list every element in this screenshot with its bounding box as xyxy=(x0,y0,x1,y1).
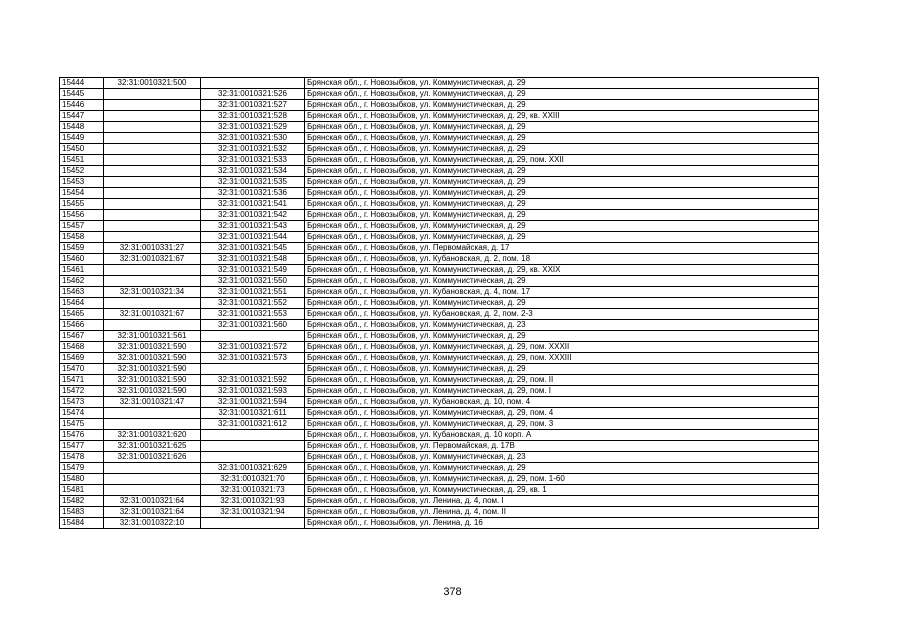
row-number-cell: 15454 xyxy=(60,188,104,199)
table-row xyxy=(60,155,819,166)
table-row xyxy=(60,309,819,320)
address-cell: Брянская обл., г. Новозыбков, ул. Коммунистическая, д. 29 xyxy=(305,177,819,188)
table-row xyxy=(60,144,819,155)
row-number-cell: 15452 xyxy=(60,166,104,177)
cadastral-number-cell xyxy=(104,485,201,496)
table-row xyxy=(60,320,819,331)
table-row xyxy=(60,408,819,419)
related-cadastral-number-cell: 32:31:0010321:542 xyxy=(201,210,305,221)
cadastral-number-cell: 32:31:0010321:626 xyxy=(104,452,201,463)
table-row xyxy=(60,463,819,474)
row-number-cell: 15479 xyxy=(60,463,104,474)
address-cell: Брянская обл., г. Новозыбков, ул. Коммунистическая, д. 29, кв. 1 xyxy=(305,485,819,496)
related-cadastral-number-cell: 32:31:0010321:611 xyxy=(201,408,305,419)
row-number-cell: 15460 xyxy=(60,254,104,265)
related-cadastral-number-cell: 32:31:0010321:70 xyxy=(201,474,305,485)
cadastral-number-cell xyxy=(104,122,201,133)
address-cell: Брянская обл., г. Новозыбков, ул. Коммунистическая, д. 29 xyxy=(305,100,819,111)
row-number-cell: 15462 xyxy=(60,276,104,287)
related-cadastral-number-cell: 32:31:0010321:543 xyxy=(201,221,305,232)
related-cadastral-number-cell: 32:31:0010321:528 xyxy=(201,111,305,122)
table-row xyxy=(60,386,819,397)
row-number-cell: 15480 xyxy=(60,474,104,485)
table-row xyxy=(60,364,819,375)
row-number-cell: 15469 xyxy=(60,353,104,364)
address-cell: Брянская обл., г. Новозыбков, ул. Кубановская, д. 10 корп. А xyxy=(305,430,819,441)
cadastral-number-cell: 32:31:0010321:620 xyxy=(104,430,201,441)
address-cell: Брянская обл., г. Новозыбков, ул. Коммунистическая, д. 23 xyxy=(305,452,819,463)
address-cell: Брянская обл., г. Новозыбков, ул. Коммунистическая, д. 23 xyxy=(305,320,819,331)
row-number-cell: 15459 xyxy=(60,243,104,254)
cadastral-number-cell xyxy=(104,89,201,100)
address-cell: Брянская обл., г. Новозыбков, ул. Коммунистическая, д. 29 xyxy=(305,210,819,221)
table-row xyxy=(60,78,819,89)
table-row xyxy=(60,474,819,485)
related-cadastral-number-cell: 32:31:0010321:530 xyxy=(201,133,305,144)
row-number-cell: 15472 xyxy=(60,386,104,397)
related-cadastral-number-cell: 32:31:0010321:535 xyxy=(201,177,305,188)
row-number-cell: 15482 xyxy=(60,496,104,507)
table-row xyxy=(60,496,819,507)
row-number-cell: 15461 xyxy=(60,265,104,276)
cadastral-number-cell: 32:31:0010321:34 xyxy=(104,287,201,298)
row-number-cell: 15455 xyxy=(60,199,104,210)
address-cell: Брянская обл., г. Новозыбков, ул. Коммунистическая, д. 29 xyxy=(305,89,819,100)
related-cadastral-number-cell: 32:31:0010321:560 xyxy=(201,320,305,331)
cadastral-number-cell: 32:31:0010321:500 xyxy=(104,78,201,89)
address-cell: Брянская обл., г. Новозыбков, ул. Коммунистическая, д. 29 xyxy=(305,199,819,210)
related-cadastral-number-cell: 32:31:0010321:93 xyxy=(201,496,305,507)
row-number-cell: 15466 xyxy=(60,320,104,331)
related-cadastral-number-cell: 32:31:0010321:553 xyxy=(201,309,305,320)
table-row xyxy=(60,441,819,452)
cadastral-number-cell: 32:31:0010321:64 xyxy=(104,496,201,507)
table-row xyxy=(60,111,819,122)
address-cell: Брянская обл., г. Новозыбков, ул. Коммунистическая, д. 29, пом. I xyxy=(305,386,819,397)
related-cadastral-number-cell: 32:31:0010321:573 xyxy=(201,353,305,364)
related-cadastral-number-cell xyxy=(201,441,305,452)
table-row xyxy=(60,507,819,518)
cadastral-number-cell xyxy=(104,188,201,199)
cadastral-number-cell: 32:31:0010321:64 xyxy=(104,507,201,518)
row-number-cell: 15453 xyxy=(60,177,104,188)
address-cell: Брянская обл., г. Новозыбков, ул. Коммунистическая, д. 29, пом. XXXIII xyxy=(305,353,819,364)
table-row xyxy=(60,199,819,210)
address-cell: Брянская обл., г. Новозыбков, ул. Кубановская, д. 2, пом. 2-3 xyxy=(305,309,819,320)
address-cell: Брянская обл., г. Новозыбков, ул. Коммунистическая, д. 29 xyxy=(305,166,819,177)
cadastral-number-cell: 32:31:0010322:10 xyxy=(104,518,201,529)
related-cadastral-number-cell xyxy=(201,452,305,463)
table-row xyxy=(60,331,819,342)
cadastral-number-cell xyxy=(104,100,201,111)
address-cell: Брянская обл., г. Новозыбков, ул. Коммунистическая, д. 29, пом. II xyxy=(305,375,819,386)
related-cadastral-number-cell: 32:31:0010321:529 xyxy=(201,122,305,133)
row-number-cell: 15470 xyxy=(60,364,104,375)
table-row xyxy=(60,188,819,199)
row-number-cell: 15448 xyxy=(60,122,104,133)
table-row xyxy=(60,518,819,529)
cadastral-number-cell xyxy=(104,320,201,331)
row-number-cell: 15450 xyxy=(60,144,104,155)
table-row xyxy=(60,232,819,243)
address-cell: Брянская обл., г. Новозыбков, ул. Коммунистическая, д. 29, пом. 1-60 xyxy=(305,474,819,485)
table-row xyxy=(60,452,819,463)
related-cadastral-number-cell: 32:31:0010321:94 xyxy=(201,507,305,518)
related-cadastral-number-cell: 32:31:0010321:549 xyxy=(201,265,305,276)
row-number-cell: 15476 xyxy=(60,430,104,441)
row-number-cell: 15465 xyxy=(60,309,104,320)
cadastral-number-cell xyxy=(104,155,201,166)
related-cadastral-number-cell xyxy=(201,430,305,441)
address-cell: Брянская обл., г. Новозыбков, ул. Коммунистическая, д. 29 xyxy=(305,463,819,474)
row-number-cell: 15464 xyxy=(60,298,104,309)
cadastral-number-cell xyxy=(104,474,201,485)
table-row xyxy=(60,210,819,221)
related-cadastral-number-cell: 32:31:0010321:612 xyxy=(201,419,305,430)
row-number-cell: 15468 xyxy=(60,342,104,353)
row-number-cell: 15444 xyxy=(60,78,104,89)
related-cadastral-number-cell: 32:31:0010321:592 xyxy=(201,375,305,386)
cadastral-number-cell: 32:31:0010321:47 xyxy=(104,397,201,408)
cadastral-number-cell xyxy=(104,232,201,243)
table-row xyxy=(60,342,819,353)
cadastral-number-cell xyxy=(104,210,201,221)
cadastral-number-cell xyxy=(104,166,201,177)
related-cadastral-number-cell: 32:31:0010321:533 xyxy=(201,155,305,166)
row-number-cell: 15471 xyxy=(60,375,104,386)
page-number: 378 xyxy=(443,586,462,598)
row-number-cell: 15484 xyxy=(60,518,104,529)
cadastral-number-cell: 32:31:0010321:590 xyxy=(104,375,201,386)
table-row xyxy=(60,166,819,177)
related-cadastral-number-cell xyxy=(201,364,305,375)
related-cadastral-number-cell: 32:31:0010321:534 xyxy=(201,166,305,177)
address-cell: Брянская обл., г. Новозыбков, ул. Первомайская, д. 17В xyxy=(305,441,819,452)
address-cell: Брянская обл., г. Новозыбков, ул. Кубановская, д. 10, пом. 4 xyxy=(305,397,819,408)
related-cadastral-number-cell: 32:31:0010321:551 xyxy=(201,287,305,298)
related-cadastral-number-cell: 32:31:0010321:536 xyxy=(201,188,305,199)
address-cell: Брянская обл., г. Новозыбков, ул. Кубановская, д. 4, пом. 17 xyxy=(305,287,819,298)
row-number-cell: 15474 xyxy=(60,408,104,419)
related-cadastral-number-cell: 32:31:0010321:629 xyxy=(201,463,305,474)
address-cell: Брянская обл., г. Новозыбков, ул. Коммунистическая, д. 29 xyxy=(305,122,819,133)
table-row xyxy=(60,89,819,100)
table-row xyxy=(60,133,819,144)
address-cell: Брянская обл., г. Новозыбков, ул. Коммунистическая, д. 29, кв. XXIII xyxy=(305,111,819,122)
row-number-cell: 15477 xyxy=(60,441,104,452)
table-row xyxy=(60,430,819,441)
address-cell: Брянская обл., г. Новозыбков, ул. Первомайская, д. 17 xyxy=(305,243,819,254)
table-row xyxy=(60,397,819,408)
related-cadastral-number-cell: 32:31:0010321:532 xyxy=(201,144,305,155)
cadastral-number-cell xyxy=(104,265,201,276)
row-number-cell: 15475 xyxy=(60,419,104,430)
table-row xyxy=(60,221,819,232)
address-cell: Брянская обл., г. Новозыбков, ул. Ленина, д. 4, пом. II xyxy=(305,507,819,518)
related-cadastral-number-cell: 32:31:0010321:541 xyxy=(201,199,305,210)
table-row xyxy=(60,276,819,287)
related-cadastral-number-cell: 32:31:0010321:544 xyxy=(201,232,305,243)
address-cell: Брянская обл., г. Новозыбков, ул. Коммунистическая, д. 29 xyxy=(305,144,819,155)
address-cell: Брянская обл., г. Новозыбков, ул. Кубановская, д. 2, пом. 18 xyxy=(305,254,819,265)
related-cadastral-number-cell: 32:31:0010321:572 xyxy=(201,342,305,353)
address-cell: Брянская обл., г. Новозыбков, ул. Коммунистическая, д. 29 xyxy=(305,133,819,144)
table-row xyxy=(60,177,819,188)
row-number-cell: 15483 xyxy=(60,507,104,518)
cadastral-number-cell xyxy=(104,408,201,419)
address-cell: Брянская обл., г. Новозыбков, ул. Коммунистическая, д. 29, пом. 4 xyxy=(305,408,819,419)
table-row xyxy=(60,375,819,386)
table-row xyxy=(60,100,819,111)
address-cell: Брянская обл., г. Новозыбков, ул. Ленина, д. 16 xyxy=(305,518,819,529)
row-number-cell: 15481 xyxy=(60,485,104,496)
address-cell: Брянская обл., г. Новозыбков, ул. Коммунистическая, д. 29, кв. XXIX xyxy=(305,265,819,276)
cadastral-number-cell xyxy=(104,463,201,474)
table-row xyxy=(60,419,819,430)
row-number-cell: 15478 xyxy=(60,452,104,463)
address-cell: Брянская обл., г. Новозыбков, ул. Коммунистическая, д. 29, пом. XXXII xyxy=(305,342,819,353)
related-cadastral-number-cell xyxy=(201,518,305,529)
cadastral-number-cell xyxy=(104,199,201,210)
related-cadastral-number-cell: 32:31:0010321:594 xyxy=(201,397,305,408)
cadastral-number-cell xyxy=(104,133,201,144)
cadastral-number-cell: 32:31:0010321:67 xyxy=(104,309,201,320)
related-cadastral-number-cell: 32:31:0010321:545 xyxy=(201,243,305,254)
address-cell: Брянская обл., г. Новозыбков, ул. Коммунистическая, д. 29 xyxy=(305,331,819,342)
address-cell: Брянская обл., г. Новозыбков, ул. Коммунистическая, д. 29 xyxy=(305,298,819,309)
cadastral-number-cell: 32:31:0010331:27 xyxy=(104,243,201,254)
table-row xyxy=(60,122,819,133)
row-number-cell: 15457 xyxy=(60,221,104,232)
registry-table-body xyxy=(60,78,819,529)
address-cell: Брянская обл., г. Новозыбков, ул. Коммунистическая, д. 29 xyxy=(305,188,819,199)
table-row xyxy=(60,287,819,298)
table-row xyxy=(60,254,819,265)
row-number-cell: 15445 xyxy=(60,89,104,100)
cadastral-number-cell xyxy=(104,111,201,122)
cadastral-number-cell xyxy=(104,276,201,287)
related-cadastral-number-cell: 32:31:0010321:550 xyxy=(201,276,305,287)
table-row xyxy=(60,265,819,276)
related-cadastral-number-cell: 32:31:0010321:548 xyxy=(201,254,305,265)
address-cell: Брянская обл., г. Новозыбков, ул. Коммунистическая, д. 29 xyxy=(305,276,819,287)
row-number-cell: 15463 xyxy=(60,287,104,298)
address-cell: Брянская обл., г. Новозыбков, ул. Коммунистическая, д. 29, пом. XXII xyxy=(305,155,819,166)
table-row xyxy=(60,485,819,496)
cadastral-number-cell xyxy=(104,298,201,309)
row-number-cell: 15446 xyxy=(60,100,104,111)
cadastral-number-cell: 32:31:0010321:590 xyxy=(104,353,201,364)
row-number-cell: 15449 xyxy=(60,133,104,144)
address-cell: Брянская обл., г. Новозыбков, ул. Коммунистическая, д. 29 xyxy=(305,221,819,232)
related-cadastral-number-cell xyxy=(201,331,305,342)
cadastral-registry-table xyxy=(59,77,819,529)
related-cadastral-number-cell: 32:31:0010321:593 xyxy=(201,386,305,397)
cadastral-number-cell: 32:31:0010321:625 xyxy=(104,441,201,452)
row-number-cell: 15456 xyxy=(60,210,104,221)
related-cadastral-number-cell: 32:31:0010321:552 xyxy=(201,298,305,309)
cadastral-number-cell xyxy=(104,144,201,155)
table-row xyxy=(60,298,819,309)
cadastral-number-cell xyxy=(104,221,201,232)
related-cadastral-number-cell: 32:31:0010321:73 xyxy=(201,485,305,496)
row-number-cell: 15467 xyxy=(60,331,104,342)
row-number-cell: 15473 xyxy=(60,397,104,408)
cadastral-number-cell: 32:31:0010321:67 xyxy=(104,254,201,265)
address-cell: Брянская обл., г. Новозыбков, ул. Коммунистическая, д. 29 xyxy=(305,232,819,243)
table-row xyxy=(60,353,819,364)
cadastral-number-cell xyxy=(104,177,201,188)
cadastral-number-cell: 32:31:0010321:590 xyxy=(104,364,201,375)
related-cadastral-number-cell: 32:31:0010321:526 xyxy=(201,89,305,100)
table-row xyxy=(60,243,819,254)
address-cell: Брянская обл., г. Новозыбков, ул. Коммунистическая, д. 29, пом. 3 xyxy=(305,419,819,430)
address-cell: Брянская обл., г. Новозыбков, ул. Коммунистическая, д. 29 xyxy=(305,364,819,375)
row-number-cell: 15458 xyxy=(60,232,104,243)
cadastral-number-cell xyxy=(104,419,201,430)
related-cadastral-number-cell xyxy=(201,78,305,89)
related-cadastral-number-cell: 32:31:0010321:527 xyxy=(201,100,305,111)
address-cell: Брянская обл., г. Новозыбков, ул. Коммунистическая, д. 29 xyxy=(305,78,819,89)
row-number-cell: 15447 xyxy=(60,111,104,122)
cadastral-number-cell: 32:31:0010321:561 xyxy=(104,331,201,342)
row-number-cell: 15451 xyxy=(60,155,104,166)
address-cell: Брянская обл., г. Новозыбков, ул. Ленина, д. 4, пом. I xyxy=(305,496,819,507)
cadastral-number-cell: 32:31:0010321:590 xyxy=(104,342,201,353)
cadastral-number-cell: 32:31:0010321:590 xyxy=(104,386,201,397)
